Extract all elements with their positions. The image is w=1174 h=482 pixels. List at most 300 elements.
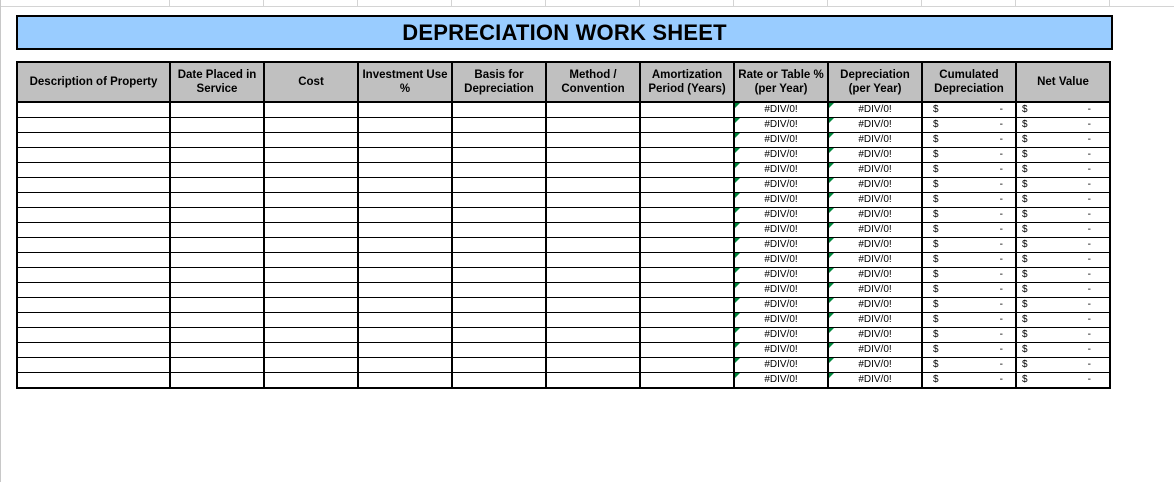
currency-symbol: $ — [1022, 149, 1028, 160]
cell-net-value[interactable] — [1016, 328, 1110, 343]
cell-method[interactable] — [546, 178, 640, 193]
cell-date-placed[interactable] — [170, 118, 264, 133]
column-header-date-placed[interactable]: Date Placed in Service — [170, 62, 264, 102]
depreciation-table — [16, 61, 1111, 389]
cell-rate[interactable]: #DIV/0! — [734, 193, 828, 208]
cell-rate[interactable]: #DIV/0! — [734, 238, 828, 253]
cell-cost[interactable] — [264, 148, 358, 163]
cell-depreciation[interactable]: #DIV/0! — [828, 268, 922, 283]
cell-date-placed[interactable] — [170, 163, 264, 178]
cell-rate[interactable]: #DIV/0! — [734, 102, 828, 118]
cell-description[interactable] — [17, 102, 170, 118]
amount-value: - — [1087, 374, 1091, 385]
cell-basis[interactable] — [452, 268, 546, 283]
column-header-investment-use[interactable]: Investment Use % — [358, 62, 452, 102]
cell-cumulated-depreciation[interactable] — [922, 208, 1016, 223]
cell-method[interactable] — [546, 102, 640, 118]
amount-value: - — [999, 359, 1003, 370]
cell-date-placed[interactable] — [170, 148, 264, 163]
table-row — [17, 313, 1110, 328]
cell-depreciation[interactable]: #DIV/0! — [828, 133, 922, 148]
cell-depreciation[interactable]: #DIV/0! — [828, 283, 922, 298]
cell-depreciation[interactable]: #DIV/0! — [828, 193, 922, 208]
table-row — [17, 268, 1110, 283]
currency-symbol: $ — [933, 194, 939, 205]
sheet-title[interactable]: DEPRECIATION WORK SHEET — [16, 15, 1113, 50]
column-header-cumulated[interactable]: Cumulated Depreciation — [922, 62, 1016, 102]
cell-cost[interactable] — [264, 298, 358, 313]
column-header-net-value[interactable]: Net Value — [1016, 62, 1110, 102]
cell-investment-use[interactable] — [358, 193, 452, 208]
cell-cumulated-depreciation[interactable] — [922, 358, 1016, 373]
cell-description[interactable] — [17, 358, 170, 373]
amount-value: - — [999, 104, 1003, 115]
cell-amortization-period[interactable] — [640, 373, 734, 389]
cell-net-value[interactable] — [1016, 133, 1110, 148]
cell-investment-use[interactable] — [358, 148, 452, 163]
cell-rate[interactable]: #DIV/0! — [734, 208, 828, 223]
cell-depreciation[interactable]: #DIV/0! — [828, 178, 922, 193]
cell-rate[interactable]: #DIV/0! — [734, 313, 828, 328]
cell-basis[interactable] — [452, 358, 546, 373]
column-header-basis[interactable]: Basis for Depreciation — [452, 62, 546, 102]
table-row — [17, 193, 1110, 208]
cell-method[interactable] — [546, 118, 640, 133]
cell-depreciation[interactable]: #DIV/0! — [828, 253, 922, 268]
cell-investment-use[interactable] — [358, 298, 452, 313]
cell-investment-use[interactable] — [358, 133, 452, 148]
cell-basis[interactable] — [452, 313, 546, 328]
currency-symbol: $ — [933, 299, 939, 310]
cell-basis[interactable] — [452, 148, 546, 163]
column-header-description[interactable]: Description of Property — [17, 62, 170, 102]
cell-cost[interactable] — [264, 102, 358, 118]
cell-rate[interactable]: #DIV/0! — [734, 268, 828, 283]
cell-investment-use[interactable] — [358, 373, 452, 389]
cell-net-value[interactable] — [1016, 223, 1110, 238]
cell-amortization-period[interactable] — [640, 253, 734, 268]
currency-symbol: $ — [1022, 329, 1028, 340]
amount-value: - — [1087, 149, 1091, 160]
cell-investment-use[interactable] — [358, 253, 452, 268]
cell-method[interactable] — [546, 163, 640, 178]
cell-amortization-period[interactable] — [640, 343, 734, 358]
currency-symbol: $ — [1022, 224, 1028, 235]
cell-cumulated-depreciation[interactable] — [922, 253, 1016, 268]
cell-depreciation[interactable]: #DIV/0! — [828, 343, 922, 358]
amount-value: - — [1087, 329, 1091, 340]
column-header-cost[interactable]: Cost — [264, 62, 358, 102]
cell-cost[interactable] — [264, 223, 358, 238]
cell-net-value[interactable] — [1016, 253, 1110, 268]
cell-cost[interactable] — [264, 343, 358, 358]
amount-value: - — [1087, 224, 1091, 235]
cell-cost[interactable] — [264, 208, 358, 223]
cell-description[interactable] — [17, 373, 170, 389]
column-header-method[interactable]: Method / Convention — [546, 62, 640, 102]
cell-rate[interactable]: #DIV/0! — [734, 253, 828, 268]
currency-symbol: $ — [1022, 344, 1028, 355]
cell-cumulated-depreciation[interactable] — [922, 343, 1016, 358]
cell-amortization-period[interactable] — [640, 283, 734, 298]
table-row — [17, 223, 1110, 238]
cell-date-placed[interactable] — [170, 313, 264, 328]
amount-value: - — [1087, 134, 1091, 145]
cell-investment-use[interactable] — [358, 238, 452, 253]
cell-investment-use[interactable] — [358, 118, 452, 133]
table-row — [17, 178, 1110, 193]
cell-investment-use[interactable] — [358, 328, 452, 343]
cell-investment-use[interactable] — [358, 163, 452, 178]
cell-cost[interactable] — [264, 373, 358, 389]
cell-date-placed[interactable] — [170, 268, 264, 283]
cell-description[interactable] — [17, 133, 170, 148]
cell-rate[interactable]: #DIV/0! — [734, 298, 828, 313]
cell-cost[interactable] — [264, 253, 358, 268]
cell-date-placed[interactable] — [170, 343, 264, 358]
cell-description[interactable] — [17, 238, 170, 253]
cell-cumulated-depreciation[interactable] — [922, 313, 1016, 328]
cell-amortization-period[interactable] — [640, 223, 734, 238]
cell-amortization-period[interactable] — [640, 178, 734, 193]
cell-method[interactable] — [546, 373, 640, 389]
cell-amortization-period[interactable] — [640, 148, 734, 163]
cell-cumulated-depreciation[interactable] — [922, 283, 1016, 298]
cell-depreciation[interactable]: #DIV/0! — [828, 118, 922, 133]
cell-investment-use[interactable] — [358, 343, 452, 358]
cell-cumulated-depreciation[interactable] — [922, 193, 1016, 208]
cell-description[interactable] — [17, 313, 170, 328]
cell-investment-use[interactable] — [358, 178, 452, 193]
cell-cumulated-depreciation[interactable] — [922, 163, 1016, 178]
currency-symbol: $ — [1022, 119, 1028, 130]
cell-cost[interactable] — [264, 328, 358, 343]
table-row — [17, 343, 1110, 358]
table-row — [17, 163, 1110, 178]
cell-net-value[interactable] — [1016, 313, 1110, 328]
cell-method[interactable] — [546, 223, 640, 238]
cell-cumulated-depreciation[interactable] — [922, 148, 1016, 163]
currency-symbol: $ — [1022, 374, 1028, 385]
cell-method[interactable] — [546, 313, 640, 328]
cell-cumulated-depreciation[interactable] — [922, 298, 1016, 313]
cell-basis[interactable] — [452, 193, 546, 208]
currency-symbol: $ — [1022, 179, 1028, 190]
cell-net-value[interactable] — [1016, 238, 1110, 253]
cell-cumulated-depreciation[interactable] — [922, 238, 1016, 253]
amount-value: - — [1087, 209, 1091, 220]
table-row — [17, 102, 1110, 118]
cell-net-value[interactable] — [1016, 163, 1110, 178]
cell-date-placed[interactable] — [170, 133, 264, 148]
cell-date-placed[interactable] — [170, 328, 264, 343]
cell-basis[interactable] — [452, 283, 546, 298]
currency-symbol: $ — [1022, 269, 1028, 280]
cell-net-value[interactable] — [1016, 208, 1110, 223]
cell-cost[interactable] — [264, 133, 358, 148]
table-row — [17, 373, 1110, 389]
cell-net-value[interactable] — [1016, 268, 1110, 283]
amount-value: - — [999, 344, 1003, 355]
cell-rate[interactable]: #DIV/0! — [734, 163, 828, 178]
cell-investment-use[interactable] — [358, 208, 452, 223]
cell-depreciation[interactable]: #DIV/0! — [828, 102, 922, 118]
currency-symbol: $ — [1022, 314, 1028, 325]
cell-net-value[interactable] — [1016, 148, 1110, 163]
table-body — [17, 102, 1110, 388]
amount-value: - — [999, 239, 1003, 250]
table-row — [17, 148, 1110, 163]
currency-symbol: $ — [1022, 164, 1028, 175]
cell-date-placed[interactable] — [170, 253, 264, 268]
column-header-depreciation[interactable]: Depreciation (per Year) — [828, 62, 922, 102]
cell-method[interactable] — [546, 148, 640, 163]
cell-amortization-period[interactable] — [640, 118, 734, 133]
cell-amortization-period[interactable] — [640, 328, 734, 343]
table-row — [17, 118, 1110, 133]
header-row — [17, 62, 1110, 102]
cell-depreciation[interactable]: #DIV/0! — [828, 358, 922, 373]
table-row — [17, 283, 1110, 298]
cell-method[interactable] — [546, 208, 640, 223]
cell-description[interactable] — [17, 118, 170, 133]
cell-amortization-period[interactable] — [640, 102, 734, 118]
cell-net-value[interactable] — [1016, 298, 1110, 313]
cell-investment-use[interactable] — [358, 102, 452, 118]
amount-value: - — [999, 269, 1003, 280]
cell-description[interactable] — [17, 343, 170, 358]
cell-investment-use[interactable] — [358, 283, 452, 298]
cell-rate[interactable]: #DIV/0! — [734, 283, 828, 298]
amount-value: - — [999, 209, 1003, 220]
cell-basis[interactable] — [452, 223, 546, 238]
currency-symbol: $ — [1022, 134, 1028, 145]
currency-symbol: $ — [933, 374, 939, 385]
cell-description[interactable] — [17, 223, 170, 238]
cell-net-value[interactable] — [1016, 343, 1110, 358]
amount-value: - — [999, 164, 1003, 175]
cell-date-placed[interactable] — [170, 193, 264, 208]
cell-investment-use[interactable] — [358, 223, 452, 238]
table-row — [17, 298, 1110, 313]
cell-rate[interactable]: #DIV/0! — [734, 343, 828, 358]
cell-cumulated-depreciation[interactable] — [922, 223, 1016, 238]
cell-date-placed[interactable] — [170, 238, 264, 253]
cell-basis[interactable] — [452, 118, 546, 133]
amount-value: - — [999, 329, 1003, 340]
cell-date-placed[interactable] — [170, 358, 264, 373]
cell-cost[interactable] — [264, 358, 358, 373]
cell-amortization-period[interactable] — [640, 208, 734, 223]
cell-rate[interactable]: #DIV/0! — [734, 133, 828, 148]
cell-cost[interactable] — [264, 283, 358, 298]
cell-date-placed[interactable] — [170, 178, 264, 193]
cell-method[interactable] — [546, 193, 640, 208]
cell-rate[interactable]: #DIV/0! — [734, 118, 828, 133]
cell-rate[interactable]: #DIV/0! — [734, 223, 828, 238]
cell-investment-use[interactable] — [358, 358, 452, 373]
cell-rate[interactable]: #DIV/0! — [734, 178, 828, 193]
amount-value: - — [999, 224, 1003, 235]
cell-cumulated-depreciation[interactable] — [922, 118, 1016, 133]
cell-amortization-period[interactable] — [640, 133, 734, 148]
currency-symbol: $ — [933, 209, 939, 220]
cell-date-placed[interactable] — [170, 283, 264, 298]
cell-method[interactable] — [546, 343, 640, 358]
cell-basis[interactable] — [452, 208, 546, 223]
cell-description[interactable] — [17, 208, 170, 223]
cell-net-value[interactable] — [1016, 358, 1110, 373]
cell-basis[interactable] — [452, 298, 546, 313]
cell-depreciation[interactable]: #DIV/0! — [828, 163, 922, 178]
cell-amortization-period[interactable] — [640, 238, 734, 253]
cell-cost[interactable] — [264, 313, 358, 328]
cell-description[interactable] — [17, 253, 170, 268]
cell-rate[interactable]: #DIV/0! — [734, 373, 828, 389]
cell-net-value[interactable] — [1016, 373, 1110, 389]
cell-cumulated-depreciation[interactable] — [922, 178, 1016, 193]
cell-investment-use[interactable] — [358, 268, 452, 283]
cell-date-placed[interactable] — [170, 298, 264, 313]
cell-depreciation[interactable]: #DIV/0! — [828, 223, 922, 238]
cell-basis[interactable] — [452, 178, 546, 193]
cell-method[interactable] — [546, 283, 640, 298]
cell-net-value[interactable] — [1016, 102, 1110, 118]
amount-value: - — [1087, 179, 1091, 190]
cell-depreciation[interactable]: #DIV/0! — [828, 313, 922, 328]
cell-method[interactable] — [546, 238, 640, 253]
cell-rate[interactable]: #DIV/0! — [734, 328, 828, 343]
cell-basis[interactable] — [452, 343, 546, 358]
cell-amortization-period[interactable] — [640, 268, 734, 283]
amount-value: - — [999, 179, 1003, 190]
cell-cost[interactable] — [264, 118, 358, 133]
cell-method[interactable] — [546, 253, 640, 268]
cell-description[interactable] — [17, 163, 170, 178]
cell-amortization-period[interactable] — [640, 298, 734, 313]
cell-net-value[interactable] — [1016, 283, 1110, 298]
cell-investment-use[interactable] — [358, 313, 452, 328]
amount-value: - — [1087, 314, 1091, 325]
cell-description[interactable] — [17, 178, 170, 193]
column-header-rate[interactable]: Rate or Table % (per Year) — [734, 62, 828, 102]
table-row — [17, 328, 1110, 343]
cell-depreciation[interactable]: #DIV/0! — [828, 148, 922, 163]
cell-cumulated-depreciation[interactable] — [922, 328, 1016, 343]
cell-basis[interactable] — [452, 133, 546, 148]
cell-net-value[interactable] — [1016, 118, 1110, 133]
cell-description[interactable] — [17, 268, 170, 283]
currency-symbol: $ — [933, 314, 939, 325]
amount-value: - — [1087, 269, 1091, 280]
cell-basis[interactable] — [452, 163, 546, 178]
currency-symbol: $ — [1022, 254, 1028, 265]
amount-value: - — [1087, 254, 1091, 265]
cell-method[interactable] — [546, 268, 640, 283]
currency-symbol: $ — [933, 254, 939, 265]
cell-basis[interactable] — [452, 238, 546, 253]
cell-description[interactable] — [17, 148, 170, 163]
cell-cumulated-depreciation[interactable] — [922, 373, 1016, 389]
cell-amortization-period[interactable] — [640, 358, 734, 373]
amount-value: - — [1087, 194, 1091, 205]
currency-symbol: $ — [1022, 284, 1028, 295]
cell-cost[interactable] — [264, 238, 358, 253]
cell-date-placed[interactable] — [170, 208, 264, 223]
cell-basis[interactable] — [452, 328, 546, 343]
cell-date-placed[interactable] — [170, 373, 264, 389]
cell-cost[interactable] — [264, 163, 358, 178]
amount-value: - — [1087, 359, 1091, 370]
currency-symbol: $ — [933, 149, 939, 160]
amount-value: - — [999, 134, 1003, 145]
cell-cumulated-depreciation[interactable] — [922, 268, 1016, 283]
amount-value: - — [999, 299, 1003, 310]
table-row — [17, 208, 1110, 223]
cell-depreciation[interactable]: #DIV/0! — [828, 298, 922, 313]
currency-symbol: $ — [1022, 104, 1028, 115]
currency-symbol: $ — [933, 119, 939, 130]
currency-symbol: $ — [1022, 359, 1028, 370]
cell-depreciation[interactable]: #DIV/0! — [828, 373, 922, 389]
cell-depreciation[interactable]: #DIV/0! — [828, 208, 922, 223]
cell-basis[interactable] — [452, 102, 546, 118]
currency-symbol: $ — [933, 224, 939, 235]
cell-net-value[interactable] — [1016, 178, 1110, 193]
cell-method[interactable] — [546, 298, 640, 313]
amount-value: - — [999, 194, 1003, 205]
currency-symbol: $ — [933, 269, 939, 280]
currency-symbol: $ — [933, 329, 939, 340]
cell-description[interactable] — [17, 283, 170, 298]
table-row — [17, 253, 1110, 268]
amount-value: - — [1087, 164, 1091, 175]
cell-date-placed[interactable] — [170, 102, 264, 118]
cell-basis[interactable] — [452, 253, 546, 268]
cell-cost[interactable] — [264, 268, 358, 283]
cell-depreciation[interactable]: #DIV/0! — [828, 238, 922, 253]
amount-value: - — [1087, 299, 1091, 310]
cell-depreciation[interactable]: #DIV/0! — [828, 328, 922, 343]
cell-description[interactable] — [17, 193, 170, 208]
cell-method[interactable] — [546, 133, 640, 148]
currency-symbol: $ — [933, 164, 939, 175]
currency-symbol: $ — [1022, 209, 1028, 220]
cell-net-value[interactable] — [1016, 193, 1110, 208]
currency-symbol: $ — [1022, 299, 1028, 310]
cell-basis[interactable] — [452, 373, 546, 389]
cell-amortization-period[interactable] — [640, 163, 734, 178]
cell-rate[interactable]: #DIV/0! — [734, 148, 828, 163]
cell-cumulated-depreciation[interactable] — [922, 102, 1016, 118]
cell-date-placed[interactable] — [170, 223, 264, 238]
cell-method[interactable] — [546, 328, 640, 343]
cell-amortization-period[interactable] — [640, 313, 734, 328]
cell-method[interactable] — [546, 358, 640, 373]
cell-cost[interactable] — [264, 178, 358, 193]
currency-symbol: $ — [933, 104, 939, 115]
table-row — [17, 133, 1110, 148]
cell-cumulated-depreciation[interactable] — [922, 133, 1016, 148]
cell-description[interactable] — [17, 328, 170, 343]
column-header-amortization-period[interactable]: Amortization Period (Years) — [640, 62, 734, 102]
cell-amortization-period[interactable] — [640, 193, 734, 208]
amount-value: - — [999, 284, 1003, 295]
currency-symbol: $ — [933, 359, 939, 370]
cell-cost[interactable] — [264, 193, 358, 208]
cell-rate[interactable]: #DIV/0! — [734, 358, 828, 373]
cell-description[interactable] — [17, 298, 170, 313]
